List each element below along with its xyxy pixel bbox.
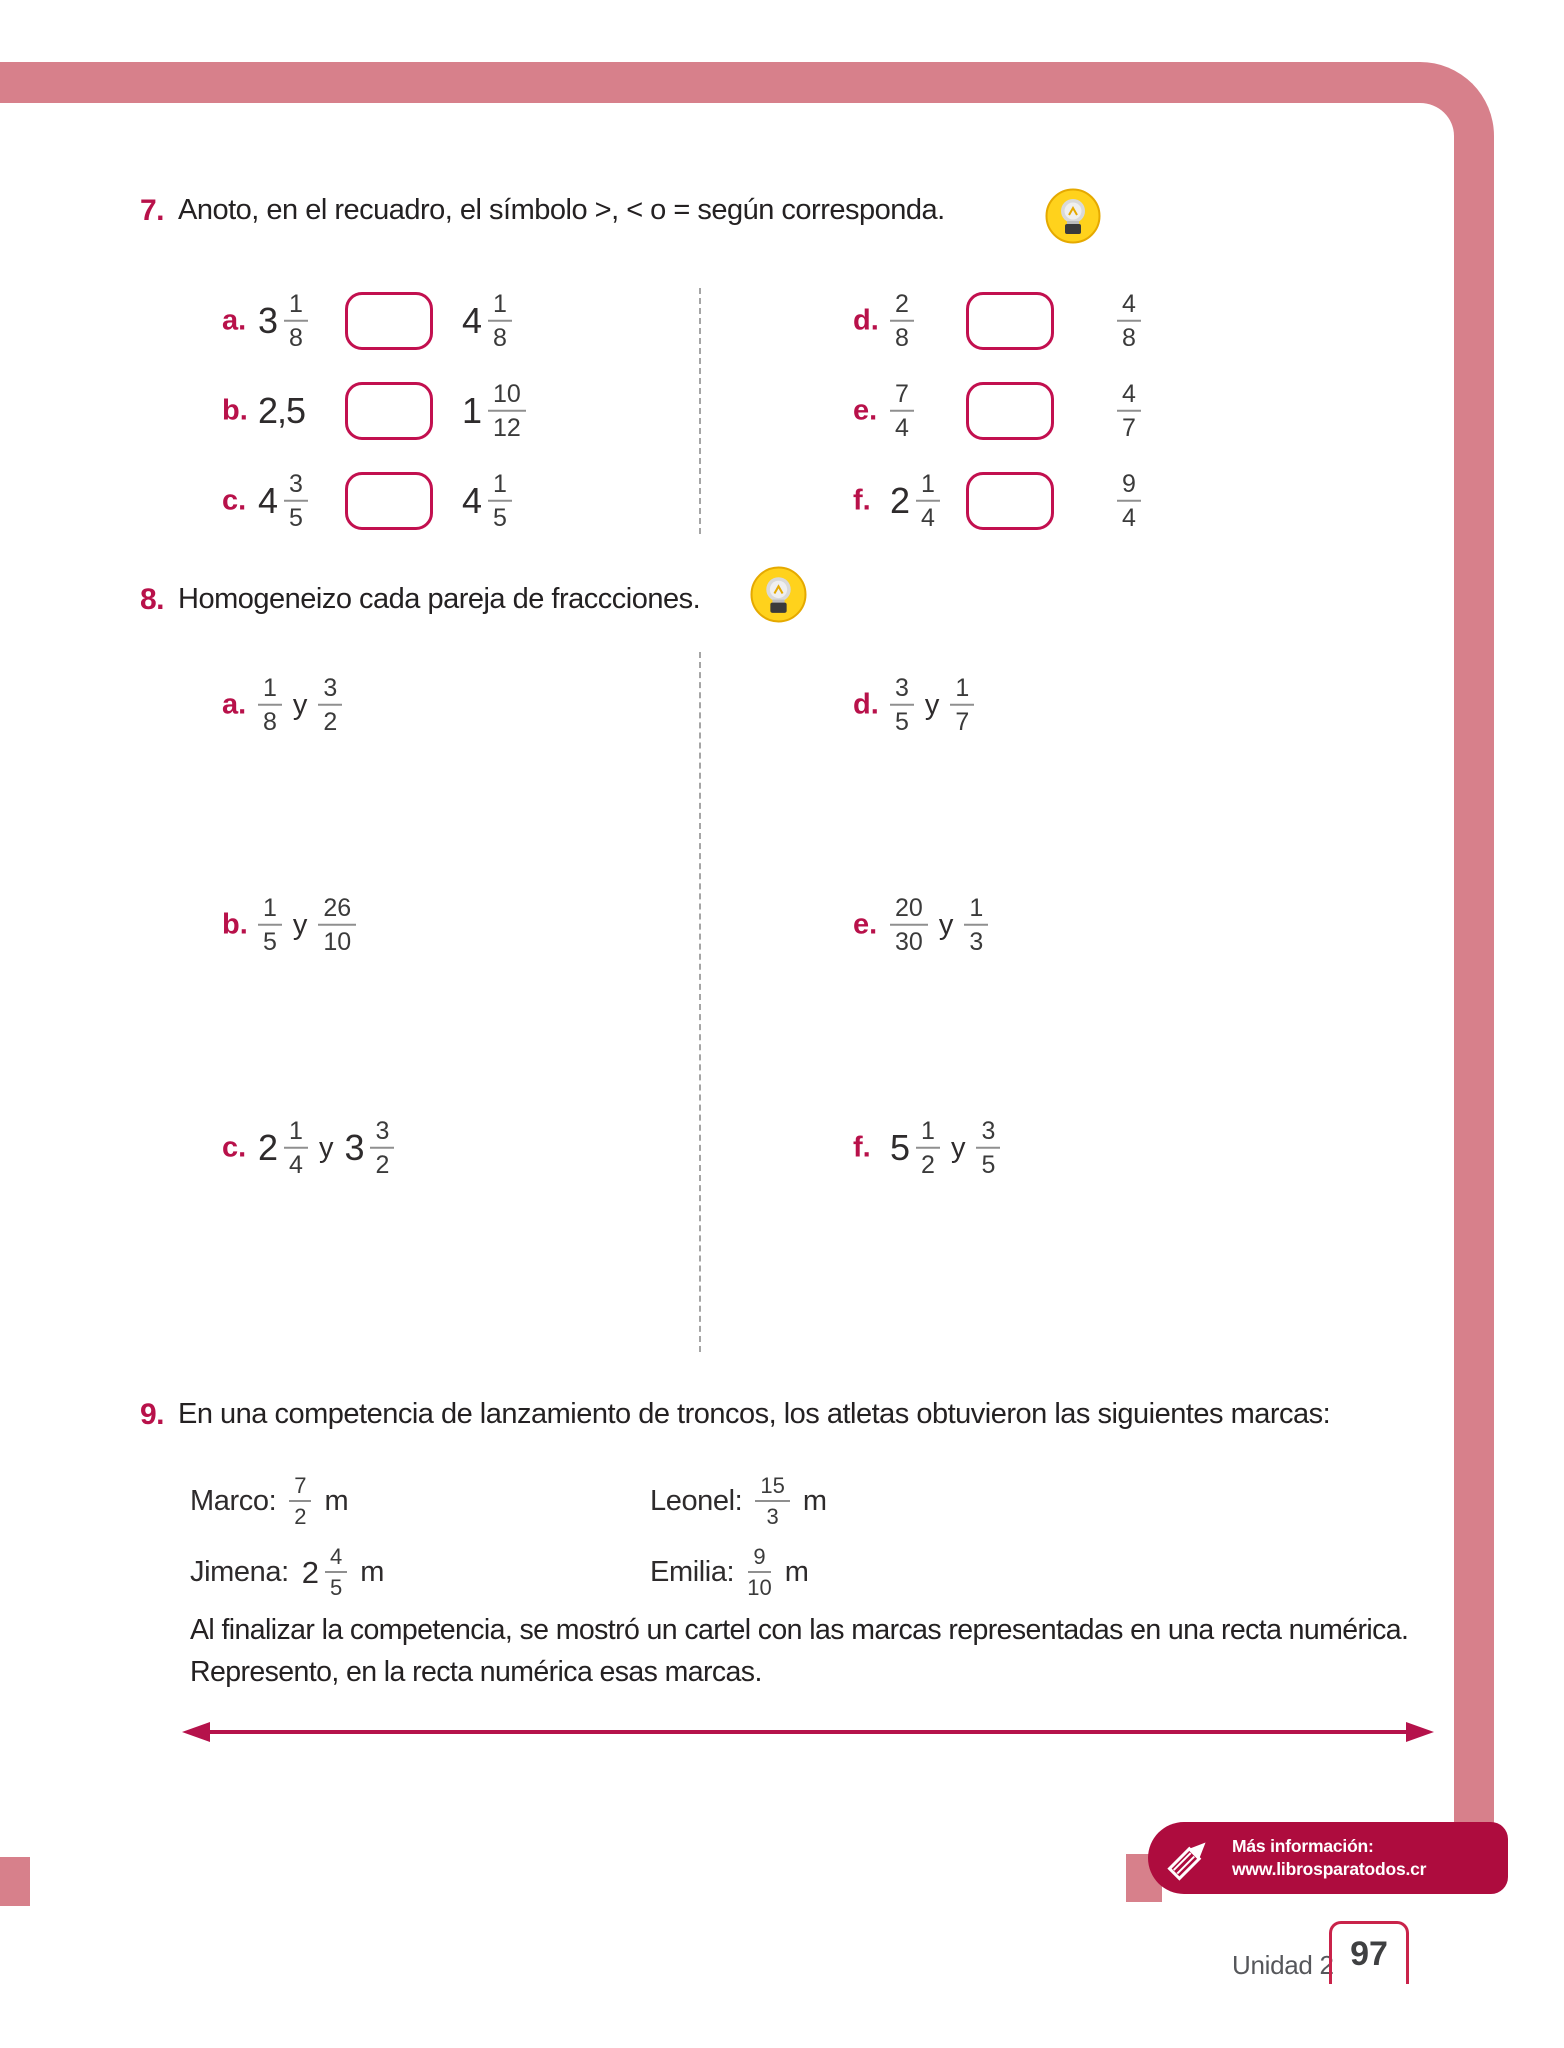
instruction-paragraph-line1: Al finalizar la competencia, se mostró un cartel con las marcas representadas en una recta numérica.	[190, 1614, 1409, 1646]
operand-left	[890, 381, 914, 442]
denominator: 2	[294, 1504, 307, 1529]
denominator: 2	[375, 1151, 390, 1179]
fraction-pair	[890, 1118, 1000, 1179]
fraction-pair	[258, 675, 342, 736]
operand-left	[258, 471, 308, 532]
denominator: 8	[493, 324, 507, 352]
denominator: 8	[289, 324, 303, 352]
item-label: e.	[853, 908, 878, 941]
numerator: 4	[1117, 291, 1141, 322]
conjunction: y	[950, 1131, 966, 1164]
exercise8-number: 8.	[140, 583, 165, 616]
answer-box[interactable]	[966, 292, 1054, 350]
denominator: 4	[895, 414, 909, 442]
numerator: 1	[488, 291, 512, 322]
exercise9-title: En una competencia de lanzamiento de troncos, los atletas obtuvieron las siguientes marcas:	[178, 1398, 1331, 1430]
ex7-row-f	[700, 461, 1464, 541]
exercise7-title: Anoto, en el recuadro, el símbolo >, < o = según corresponda.	[178, 194, 945, 226]
ex8-item-b	[0, 885, 700, 965]
denominator: 8	[1122, 324, 1136, 352]
denominator: 4	[1122, 504, 1136, 532]
decimal-number: 2,5	[258, 390, 306, 431]
hint-lightbulb-icon	[750, 566, 807, 623]
item-label: d.	[853, 304, 879, 337]
numerator: 9	[748, 1545, 770, 1573]
ex7-row-d	[700, 281, 1464, 361]
denominator: 30	[895, 928, 923, 956]
conjunction: y	[924, 688, 940, 721]
fraction	[1117, 381, 1141, 442]
denominator: 4	[921, 504, 935, 532]
fraction-pair	[890, 675, 974, 736]
fraction	[755, 1474, 789, 1528]
fraction	[916, 1118, 940, 1179]
unit-label: m	[360, 1555, 385, 1588]
mark-leonel	[650, 1466, 827, 1536]
denominator: 10	[747, 1575, 772, 1600]
conjunction: y	[292, 688, 308, 721]
conjunction: y	[938, 908, 954, 941]
numerator: 15	[755, 1474, 789, 1502]
item-label: b.	[222, 394, 248, 427]
denominator: 5	[289, 504, 303, 532]
item-label: f.	[853, 1131, 871, 1164]
operand-right	[462, 471, 512, 532]
operand-left	[258, 291, 308, 352]
fraction	[964, 895, 988, 956]
item-label: f.	[853, 484, 871, 517]
fraction	[318, 895, 356, 956]
numerator: 7	[289, 1474, 311, 1502]
ex8-item-c	[0, 1108, 700, 1188]
info-badge	[1148, 1822, 1508, 1894]
numerator: 1	[488, 471, 512, 502]
page-number: 97	[1350, 1934, 1388, 1973]
answer-box[interactable]	[345, 382, 433, 440]
unit-label: m	[784, 1555, 809, 1588]
athlete-name: Leonel:	[650, 1484, 743, 1517]
operand-left	[258, 390, 306, 431]
denominator: 10	[323, 928, 352, 956]
denominator: 5	[895, 708, 909, 736]
ex7-row-e	[700, 371, 1464, 451]
fraction	[488, 381, 526, 442]
whole-number: 1	[462, 390, 482, 431]
fraction	[289, 1474, 311, 1528]
numerator: 7	[890, 381, 914, 412]
numerator: 1	[258, 895, 282, 926]
denominator: 2	[323, 708, 338, 736]
numerator: 1	[950, 675, 974, 706]
conjunction: y	[292, 908, 308, 941]
operand-right	[1117, 381, 1141, 442]
numerator: 20	[890, 895, 928, 926]
denominator: 4	[289, 1151, 303, 1179]
denominator: 5	[981, 1151, 996, 1179]
numerator: 3	[370, 1118, 394, 1149]
operand-left	[890, 471, 940, 532]
numerator: 4	[325, 1545, 347, 1573]
whole-number: 3	[258, 300, 278, 341]
whole-number: 2	[258, 1127, 278, 1168]
denominator: 3	[969, 928, 984, 956]
fraction	[1117, 471, 1141, 532]
fraction	[258, 895, 282, 956]
column-divider	[699, 652, 701, 1352]
unit-label: m	[324, 1484, 349, 1517]
exercise7-number: 7.	[140, 194, 165, 227]
instruction-paragraph-line2: Represento, en la recta numérica esas marcas.	[190, 1656, 762, 1688]
exercise9-number: 9.	[140, 1398, 165, 1431]
numerator: 1	[916, 471, 940, 502]
mark-jimena	[190, 1537, 384, 1607]
fraction	[976, 1118, 1000, 1179]
numerator: 4	[1117, 381, 1141, 412]
item-label: a.	[222, 304, 247, 337]
answer-box[interactable]	[966, 472, 1054, 530]
mark-marco	[190, 1466, 348, 1536]
fraction	[284, 471, 308, 532]
whole-number: 5	[890, 1127, 910, 1168]
fraction-pair	[258, 895, 356, 956]
mark-emilia	[650, 1537, 808, 1607]
fraction	[370, 1118, 394, 1179]
answer-box[interactable]	[345, 472, 433, 530]
exercise8-title: Homogeneizo cada pareja de fraccciones.	[178, 583, 701, 615]
fraction-pair	[258, 1118, 394, 1179]
denominator: 5	[263, 928, 277, 956]
fraction	[488, 291, 512, 352]
ex7-row-c	[0, 461, 700, 541]
fraction	[325, 1545, 347, 1599]
denominator: 8	[895, 324, 909, 352]
unit-label: Unidad 2	[1232, 1950, 1334, 1980]
numerator: 3	[890, 675, 914, 706]
fraction	[318, 675, 342, 736]
fraction-pair	[890, 895, 988, 956]
whole-number: 2	[890, 480, 910, 521]
unit-label: m	[802, 1484, 827, 1517]
whole-number: 4	[462, 480, 482, 521]
whole-number: 2	[301, 1554, 318, 1590]
fraction	[890, 291, 914, 352]
badge-line2: www.librosparatodos.cr	[1232, 1859, 1427, 1879]
hint-lightbulb-icon	[1045, 188, 1101, 244]
fraction	[747, 1545, 771, 1599]
fraction	[1117, 291, 1141, 352]
item-label: b.	[222, 908, 248, 941]
item-label: e.	[853, 394, 878, 427]
whole-number: 4	[258, 480, 278, 521]
ex7-row-a	[0, 281, 700, 361]
numerator: 3	[318, 675, 342, 706]
numerator: 1	[284, 291, 308, 322]
page-number-box	[1329, 1921, 1409, 1984]
fraction	[950, 675, 974, 736]
ex7-row-b	[0, 371, 700, 451]
fraction	[284, 291, 308, 352]
badge-line1: Más información:	[1232, 1836, 1374, 1856]
whole-number: 3	[344, 1127, 364, 1168]
denominator: 12	[493, 414, 521, 442]
numerator: 3	[976, 1118, 1000, 1149]
answer-box[interactable]	[966, 382, 1054, 440]
fraction	[258, 675, 282, 736]
operand-left	[890, 291, 914, 352]
fraction	[488, 471, 512, 532]
operand-right	[1117, 291, 1141, 352]
numerator: 10	[488, 381, 526, 412]
athlete-name: Emilia:	[650, 1555, 735, 1588]
athlete-name: Marco:	[190, 1484, 277, 1517]
whole-number: 4	[462, 300, 482, 341]
answer-box[interactable]	[345, 292, 433, 350]
numerator: 2	[890, 291, 914, 322]
denominator: 2	[921, 1151, 935, 1179]
numerator: 1	[916, 1118, 940, 1149]
athlete-name: Jimena:	[190, 1555, 289, 1588]
item-label: a.	[222, 688, 247, 721]
item-label: c.	[222, 484, 247, 517]
fraction	[890, 675, 914, 736]
denominator: 5	[330, 1575, 343, 1600]
item-label: c.	[222, 1131, 247, 1164]
ex8-item-e	[700, 885, 1464, 965]
ex8-item-d	[700, 665, 1464, 745]
ex8-item-a	[0, 665, 700, 745]
denominator: 3	[766, 1504, 779, 1529]
conjunction: y	[318, 1131, 334, 1164]
numerator: 1	[284, 1118, 308, 1149]
denominator: 5	[493, 504, 507, 532]
item-label: d.	[853, 688, 879, 721]
fraction	[284, 1118, 308, 1179]
numerator: 26	[318, 895, 356, 926]
left-edge-band-stub	[0, 1857, 30, 1906]
denominator: 7	[955, 708, 970, 736]
numerator: 3	[284, 471, 308, 502]
badge-text	[1232, 1835, 1426, 1881]
fraction	[916, 471, 940, 532]
number-line[interactable]	[180, 1716, 1436, 1748]
fraction	[890, 381, 914, 442]
numerator: 9	[1117, 471, 1141, 502]
pencil-icon	[1162, 1830, 1218, 1886]
operand-right	[462, 381, 526, 442]
denominator: 8	[263, 708, 277, 736]
operand-right	[1117, 471, 1141, 532]
operand-right	[462, 291, 512, 352]
denominator: 7	[1122, 414, 1136, 442]
numerator: 1	[258, 675, 282, 706]
numerator: 1	[964, 895, 988, 926]
ex8-item-f	[700, 1108, 1464, 1188]
fraction	[890, 895, 928, 956]
